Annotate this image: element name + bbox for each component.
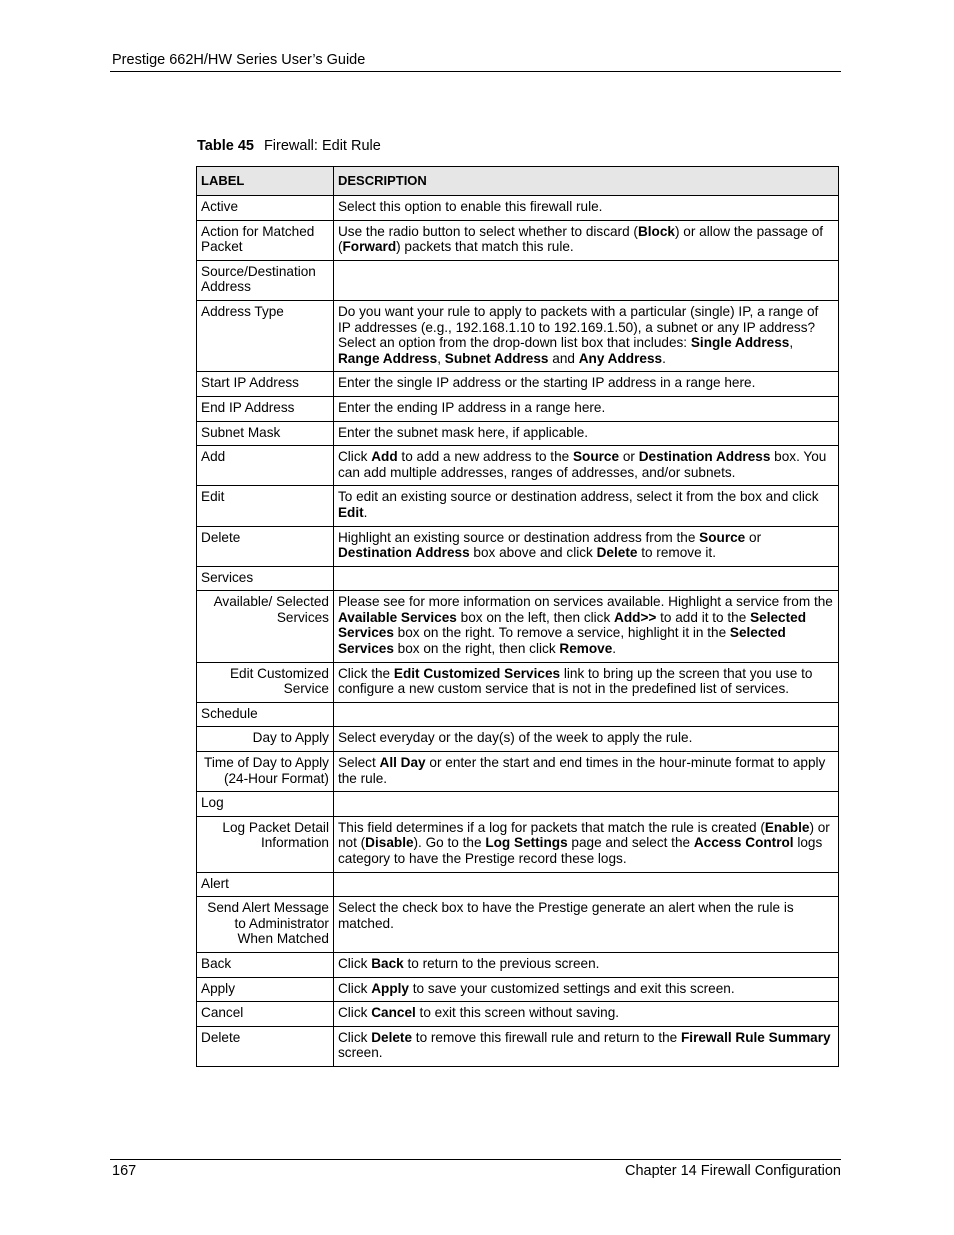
- emphasis-text: Selected Services: [337, 625, 786, 657]
- emphasis-text: Edit: [337, 504, 364, 520]
- table-row: [197, 566, 839, 591]
- row-description: Use the radio button to select whether to discard (Block) or allow the passage of (Forward) packets that match this rule.: [333, 220, 838, 260]
- row-description: To edit an existing source or destination address, select it from the box and click Edit.: [333, 486, 838, 526]
- row-label: Start IP Address: [197, 372, 334, 397]
- row-label: End IP Address: [197, 396, 334, 421]
- row-label: Active: [197, 196, 334, 221]
- emphasis-text: Block: [637, 223, 675, 239]
- row-label: Address Type: [197, 300, 334, 371]
- page-number: 167: [112, 1163, 137, 1179]
- row-label: Alert: [197, 872, 334, 897]
- table-title: Firewall: Edit Rule: [263, 138, 381, 154]
- table-row: [197, 872, 839, 897]
- row-description: Enter the ending IP address in a range here.: [333, 396, 838, 421]
- row-label: Time of Day to Apply (24-Hour Format): [197, 752, 334, 792]
- table-body: [197, 196, 839, 1067]
- emphasis-text: Add: [371, 449, 398, 465]
- row-label: Log Packet Detail Information: [197, 816, 334, 872]
- row-label: Cancel: [197, 1002, 334, 1027]
- row-label: Day to Apply: [197, 727, 334, 752]
- table-row: [197, 792, 839, 817]
- table-row: [197, 727, 839, 752]
- row-description: [333, 260, 838, 300]
- table-row: [197, 526, 839, 566]
- row-label: Edit Customized Service: [197, 662, 334, 702]
- row-description: Click Add to add a new address to the Source or Destination Address box. You can add multiple addresses, ranges of addresses, and/or subnets.: [333, 446, 838, 486]
- row-description: Select everyday or the day(s) of the week to apply the rule.: [333, 727, 838, 752]
- table-row: [197, 486, 839, 526]
- row-label: Back: [197, 952, 334, 977]
- label-column-header: LABEL: [197, 167, 334, 196]
- table-row: [197, 446, 839, 486]
- emphasis-text: Disable: [365, 835, 414, 851]
- emphasis-text: Access Control: [693, 835, 794, 851]
- row-description: Click Back to return to the previous screen.: [333, 952, 838, 977]
- table-row: [197, 260, 839, 300]
- footer-divider: [110, 1159, 841, 1160]
- row-description: Click Delete to remove this firewall rule and return to the Firewall Rule Summary screen.: [333, 1026, 838, 1066]
- table-row: [197, 977, 839, 1002]
- row-description: Select All Day or enter the start and end times in the hour-minute format to apply the rule.: [333, 752, 838, 792]
- row-description: Highlight an existing source or destination address from the Source or Destination Address box above and click Delete to remove it.: [333, 526, 838, 566]
- table-row: [197, 220, 839, 260]
- row-label: Delete: [197, 1026, 334, 1066]
- emphasis-text: Enable: [764, 819, 810, 835]
- table-row: [197, 952, 839, 977]
- emphasis-text: Selected Services: [337, 609, 806, 641]
- emphasis-text: Add>>: [614, 609, 657, 625]
- row-description: [333, 702, 838, 727]
- table-row: [197, 421, 839, 446]
- row-description: Click Apply to save your customized settings and exit this screen.: [333, 977, 838, 1002]
- emphasis-text: Cancel: [371, 1005, 416, 1021]
- row-label: Add: [197, 446, 334, 486]
- emphasis-text: Source: [699, 529, 746, 545]
- emphasis-text: Edit Customized Services: [393, 665, 561, 681]
- row-description: This field determines if a log for packets that match the rule is created (Enable) or not (Disable). Go to the Log Settings page and select the Access Control logs category to have the Prestige record these logs.: [333, 816, 838, 872]
- emphasis-text: Firewall Rule Summary: [681, 1029, 831, 1045]
- emphasis-text: Destination Address: [337, 545, 470, 561]
- row-label: Edit: [197, 486, 334, 526]
- row-label: Delete: [197, 526, 334, 566]
- row-description: Select the check box to have the Prestige generate an alert when the rule is matched.: [333, 897, 838, 953]
- table-row: [197, 816, 839, 872]
- table-row: [197, 662, 839, 702]
- row-description: Please see for more information on services available. Highlight a service from the Available Services box on the left, then click Add>> to add it to the Selected Services box on the right. To remove a service, highlight it in the Selected Services box on the right, then click Remove.: [333, 591, 838, 662]
- header-divider: [110, 71, 841, 72]
- table-header-row: [197, 167, 839, 196]
- emphasis-text: Range Address: [337, 350, 438, 366]
- table-row: [197, 396, 839, 421]
- emphasis-text: Back: [371, 955, 404, 971]
- table-row: [197, 752, 839, 792]
- emphasis-text: Forward: [342, 239, 397, 255]
- emphasis-text: Available Services: [337, 609, 457, 625]
- row-description: [333, 566, 838, 591]
- row-label: Log: [197, 792, 334, 817]
- table-row: [197, 372, 839, 397]
- running-header: Prestige 662H/HW Series User’s Guide: [112, 52, 366, 68]
- table-row: [197, 1002, 839, 1027]
- row-label: Services: [197, 566, 334, 591]
- row-label: Action for Matched Packet: [197, 220, 334, 260]
- emphasis-text: All Day: [379, 755, 426, 771]
- edit-rule-table: [196, 166, 839, 1067]
- row-description: [333, 792, 838, 817]
- table-row: [197, 702, 839, 727]
- table-row: [197, 591, 839, 662]
- row-description: Enter the subnet mask here, if applicable.: [333, 421, 838, 446]
- chapter-title: Chapter 14 Firewall Configuration: [625, 1163, 841, 1179]
- table-caption: [197, 138, 381, 154]
- row-description: Enter the single IP address or the starting IP address in a range here.: [333, 372, 838, 397]
- table-row: [197, 300, 839, 371]
- table-row: [197, 897, 839, 953]
- emphasis-text: Remove: [559, 641, 613, 657]
- row-label: Send Alert Message to Administrator When Matched: [197, 897, 334, 953]
- row-description: Do you want your rule to apply to packets with a particular (single) IP, a range of IP addresses (e.g., 192.168.1.10 to 192.169.1.50), a subnet or any IP address? Select an option from the drop-down list box that includes: Single Address, Range Address, Subnet Address and Any Address.: [333, 300, 838, 371]
- row-label: Subnet Mask: [197, 421, 334, 446]
- emphasis-text: Subnet Address: [444, 350, 549, 366]
- emphasis-text: Single Address: [690, 335, 790, 351]
- emphasis-text: Delete: [371, 1029, 413, 1045]
- emphasis-text: Log Settings: [485, 835, 568, 851]
- table-row: [197, 196, 839, 221]
- emphasis-text: Source: [572, 449, 620, 465]
- emphasis-text: Any Address: [578, 350, 663, 366]
- row-description: Click Cancel to exit this screen without saving.: [333, 1002, 838, 1027]
- row-description: [333, 872, 838, 897]
- row-label: Schedule: [197, 702, 334, 727]
- emphasis-text: Delete: [596, 545, 638, 561]
- row-label: Source/Destination Address: [197, 260, 334, 300]
- emphasis-text: Apply: [371, 980, 409, 996]
- table-row: [197, 1026, 839, 1066]
- description-column-header: DESCRIPTION: [333, 167, 838, 196]
- row-label: Apply: [197, 977, 334, 1002]
- row-description: Select this option to enable this firewall rule.: [333, 196, 838, 221]
- table-number: Table 45: [197, 138, 254, 154]
- row-label: Available/ Selected Services: [197, 591, 334, 662]
- emphasis-text: Destination Address: [638, 449, 771, 465]
- row-description: Click the Edit Customized Services link to bring up the screen that you use to configure a new custom service that is not in the predefined list of services.: [333, 662, 838, 702]
